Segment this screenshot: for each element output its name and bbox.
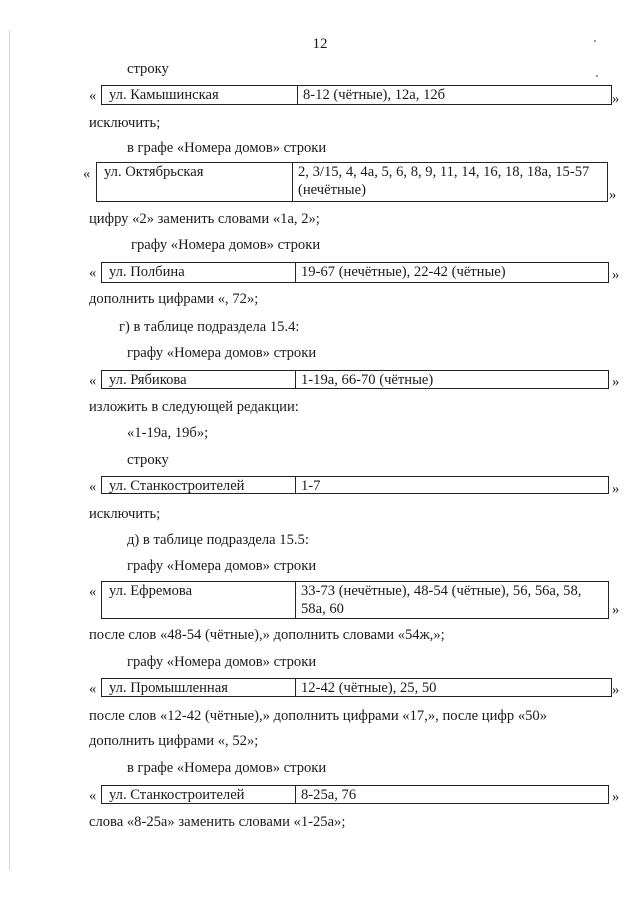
text-line: исключить;	[89, 506, 161, 522]
houses-cell: 1-19а, 66-70 (чётные)	[301, 372, 434, 388]
open-quote: «	[89, 681, 97, 697]
houses-cell: 1-7	[301, 478, 321, 494]
houses-line: 58а, 60	[301, 601, 344, 617]
table-row	[101, 370, 609, 389]
street-cell: ул. Октябрьская	[97, 163, 293, 201]
text-line: изложить в следующей редакции:	[89, 399, 299, 415]
close-quote: »	[612, 267, 620, 283]
text-line: исключить;	[89, 115, 161, 131]
table-row	[101, 85, 612, 105]
houses-cell: 12-42 (чётные), 25, 50	[301, 680, 437, 696]
table-row	[101, 678, 612, 697]
text-line: графу «Номера домов» строки	[127, 558, 317, 574]
street-cell: ул. Промышленная	[102, 679, 296, 696]
open-quote: «	[83, 166, 91, 182]
close-quote: »	[612, 374, 620, 390]
street-cell: ул. Полбина	[102, 263, 296, 282]
table-row	[101, 581, 609, 619]
houses-cell	[293, 163, 607, 201]
text-line: в графе «Номера домов» строки	[127, 760, 327, 776]
houses-line: (нечётные)	[298, 182, 366, 198]
close-quote: »	[609, 187, 617, 203]
text-line: графу «Номера домов» строки	[127, 345, 317, 361]
street-cell: ул. Рябикова	[102, 371, 296, 388]
houses-cell: 8-12 (чётные), 12а, 12б	[303, 87, 446, 103]
open-quote: «	[89, 788, 97, 804]
street-cell: ул. Станкостроителей	[102, 786, 296, 803]
houses-cell	[296, 582, 608, 618]
open-quote: «	[89, 479, 97, 495]
text-line: слова «8-25а» заменить словами «1-25а»;	[89, 814, 346, 830]
close-quote: »	[612, 91, 620, 107]
open-quote: «	[89, 584, 97, 600]
street-cell: ул. Станкостроителей	[102, 477, 296, 493]
open-quote: «	[89, 373, 97, 389]
table-row	[101, 476, 609, 494]
text-line: дополнить цифрами «, 52»;	[89, 733, 259, 749]
open-quote: «	[89, 265, 97, 281]
text-line: в графе «Номера домов» строки	[127, 140, 327, 156]
text-line: строку	[127, 452, 169, 468]
text-line: цифру «2» заменить словами «1а, 2»;	[89, 211, 320, 227]
houses-cell: 19-67 (нечётные), 22-42 (чётные)	[301, 264, 506, 280]
text-line: после слов «48-54 (чётные),» дополнить словами «54ж,»;	[89, 627, 445, 643]
houses-line: 2, 3/15, 4, 4а, 5, 6, 8, 9, 11, 14, 16, 18, 18а, 15-57	[298, 164, 590, 180]
text-line: г) в таблице подраздела 15.4:	[119, 319, 300, 335]
close-quote: »	[612, 602, 620, 618]
open-quote: «	[89, 88, 97, 104]
houses-cell: 8-25а, 76	[301, 787, 357, 803]
street-cell: ул. Камышинская	[102, 86, 298, 104]
text-line: д) в таблице подраздела 15.5:	[127, 532, 309, 548]
scan-margin-line	[9, 30, 10, 870]
table-row	[101, 785, 609, 804]
scan-speck	[596, 75, 598, 77]
text-line: строку	[127, 61, 169, 77]
page-number: 12	[312, 36, 328, 52]
table-row	[101, 262, 609, 283]
text-line: графу «Номера домов» строки	[127, 654, 317, 670]
close-quote: »	[612, 682, 620, 698]
table-row	[96, 162, 608, 202]
houses-line: 33-73 (нечётные), 48-54 (чётные), 56, 56а, 58,	[301, 583, 582, 599]
street-cell: ул. Ефремова	[102, 582, 296, 618]
close-quote: »	[612, 789, 620, 805]
text-line: после слов «12-42 (чётные),» дополнить цифрами «17,», после цифр «50»	[89, 708, 548, 724]
text-line: дополнить цифрами «, 72»;	[89, 291, 259, 307]
text-line: «1-19а, 19б»;	[127, 425, 209, 441]
text-line: графу «Номера домов» строки	[131, 237, 321, 253]
close-quote: »	[612, 481, 620, 497]
